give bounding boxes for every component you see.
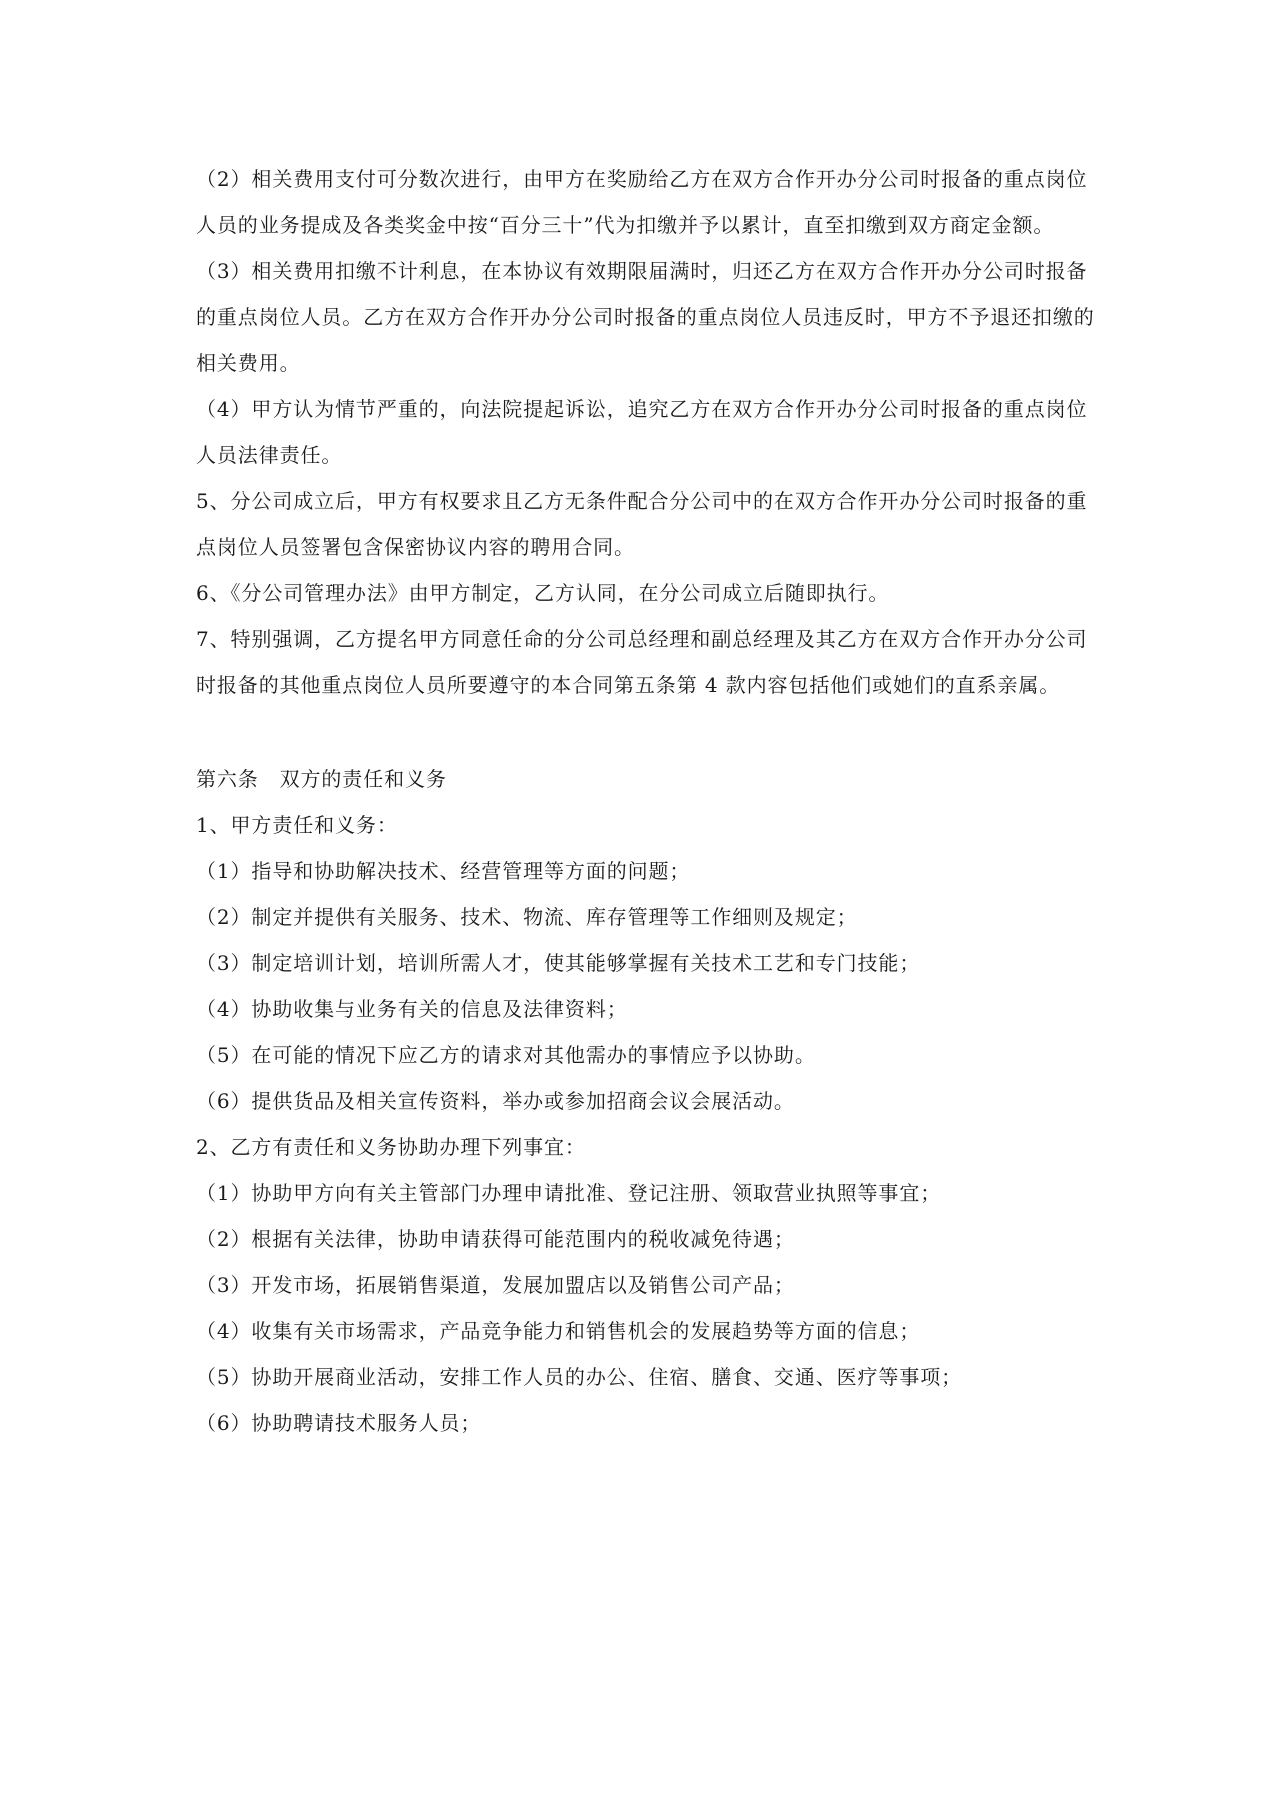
paragraph-3-fee-deduction: （3）相关费用扣缴不计利息，在本协议有效期限届满时，归还乙方在双方合作开办分公司时报备的重点岗位人员。乙方在双方合作开办分公司时报备的重点岗位人员违反时，甲方不予退还扣缴的相关费用。	[196, 259, 1095, 375]
party-b-duty-item: （3）开发市场，拓展销售渠道，发展加盟店以及销售公司产品；	[196, 1273, 795, 1297]
party-b-duties-heading: 2、乙方有责任和义务协助办理下列事宜：	[196, 1135, 586, 1159]
party-a-duty-item: （1）指导和协助解决技术、经营管理等方面的问题；	[196, 859, 691, 883]
party-b-duty-item: （1）协助甲方向有关主管部门办理申请批准、登记注册、领取营业执照等事宜；	[196, 1181, 942, 1205]
document-page	[196, 156, 1096, 1446]
paragraph-clause-7: 7、特别强调，乙方提名甲方同意任命的分公司总经理和副总经理及其乙方在双方合作开办分公司时报备的其他重点岗位人员所要遵守的本合同第五条第 4 款内容包括他们或她们的直系亲属。	[196, 627, 1088, 697]
party-b-duty-item: （6）协助聘请技术服务人员；	[196, 1411, 482, 1435]
party-a-duty-item: （2）制定并提供有关服务、技术、物流、库存管理等工作细则及规定；	[196, 905, 858, 929]
party-b-duty-item: （5）协助开展商业活动，安排工作人员的办公、住宿、膳食、交通、医疗等事项；	[196, 1365, 963, 1389]
section-gap	[196, 708, 1096, 756]
party-a-duties-heading: 1、甲方责任和义务：	[196, 813, 398, 837]
party-b-duty-item: （4）收集有关市场需求，产品竞争能力和销售机会的发展趋势等方面的信息；	[196, 1319, 921, 1343]
party-a-duty-item: （4）协助收集与业务有关的信息及法律资料；	[196, 997, 628, 1021]
paragraph-clause-6: 6、《分公司管理办法》由甲方制定，乙方认同，在分公司成立后随即执行。	[196, 581, 890, 605]
party-a-duty-item: （3）制定培训计划，培训所需人才，使其能够掌握有关技术工艺和专门技能；	[196, 951, 921, 975]
section-heading-article-6: 第六条 双方的责任和义务	[196, 767, 447, 791]
party-a-duty-item: （5）在可能的情况下应乙方的请求对其他需办的事情应予以协助。	[196, 1043, 816, 1067]
party-b-duty-item: （2）根据有关法律，协助申请获得可能范围内的税收减免待遇；	[196, 1227, 795, 1251]
paragraph-2-fee-payment: （2）相关费用支付可分数次进行，由甲方在奖励给乙方在双方合作开办分公司时报备的重点岗位人员的业务提成及各类奖金中按“百分三十”代为扣缴并予以累计，直至扣缴到双方商定金额。	[196, 167, 1088, 237]
paragraph-4-legal-action: （4）甲方认为情节严重的，向法院提起诉讼，追究乙方在双方合作开办分公司时报备的重点岗位人员法律责任。	[196, 397, 1088, 467]
party-a-duty-item: （6）提供货品及相关宣传资料，举办或参加招商会议会展活动。	[196, 1089, 795, 1113]
paragraph-clause-5: 5、分公司成立后，甲方有权要求且乙方无条件配合分公司中的在双方合作开办分公司时报备的重点岗位人员签署包含保密协议内容的聘用合同。	[196, 489, 1088, 559]
